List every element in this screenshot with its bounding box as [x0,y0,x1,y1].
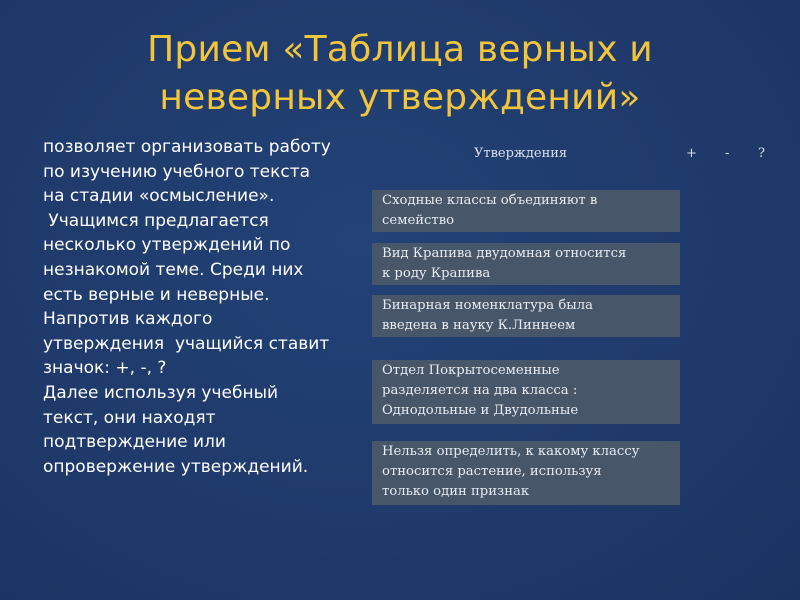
row-text-line: к роду Крапива [382,266,491,281]
row-text-line: Вид Крапива двудомная относится [382,246,627,261]
row-text-line: относится растение, используя [382,464,602,479]
description-line: утверждения учащийся ставит [43,333,330,354]
description-line: Далее используя учебный [43,382,279,403]
row-text-line: Сходные классы объединяют в [382,193,598,208]
statements-table [372,140,800,499]
row-text-line: введена в науку К.Линнеем [382,318,576,333]
title-line-2: неверных утверждений» [159,77,641,118]
description-line: несколько утверждений по [43,235,291,256]
header-statements: Утверждения [474,146,568,161]
title-line-1: Прием «Таблица верных и [147,29,653,70]
table-row [372,441,680,505]
description-line: по изучению учебного текста [43,161,311,182]
row-text-line: только один признак [382,484,530,499]
description-line: на стадии «осмысление». [43,186,275,207]
row-text-line: Однодольные и Двудольные [382,403,579,418]
table-row [372,190,680,232]
header-question: ? [758,146,765,161]
description-line: значок: +, -, ? [43,358,167,379]
slide-title [0,26,800,122]
row-text-line: Нельзя определить, к какому классу [382,444,640,459]
header-minus: - [725,146,730,161]
table-row [372,295,680,337]
description-line: позволяет организовать работу [43,137,331,157]
header-plus: + [686,146,697,161]
description-line: подтверждение или [43,432,226,453]
description-line: Учащимся предлагается [43,210,269,231]
row-text-line: Бинарная номенклатура была [382,298,594,313]
table-row [372,360,680,424]
table-row [372,243,680,285]
row-text-line: разделяется на два класса : [382,383,578,398]
description-line: текст, они находят [43,407,216,428]
table-header [372,140,800,170]
row-text-line: Отдел Покрытосеменные [382,363,560,378]
description-line: незнакомой теме. Среди них [43,259,304,280]
description-line: Напротив каждого [43,309,213,330]
row-text-line: семейство [382,213,455,228]
description-text [43,135,373,479]
description-line: опровержение утверждений. [43,456,309,477]
description-line: есть верные и неверные. [43,284,270,305]
